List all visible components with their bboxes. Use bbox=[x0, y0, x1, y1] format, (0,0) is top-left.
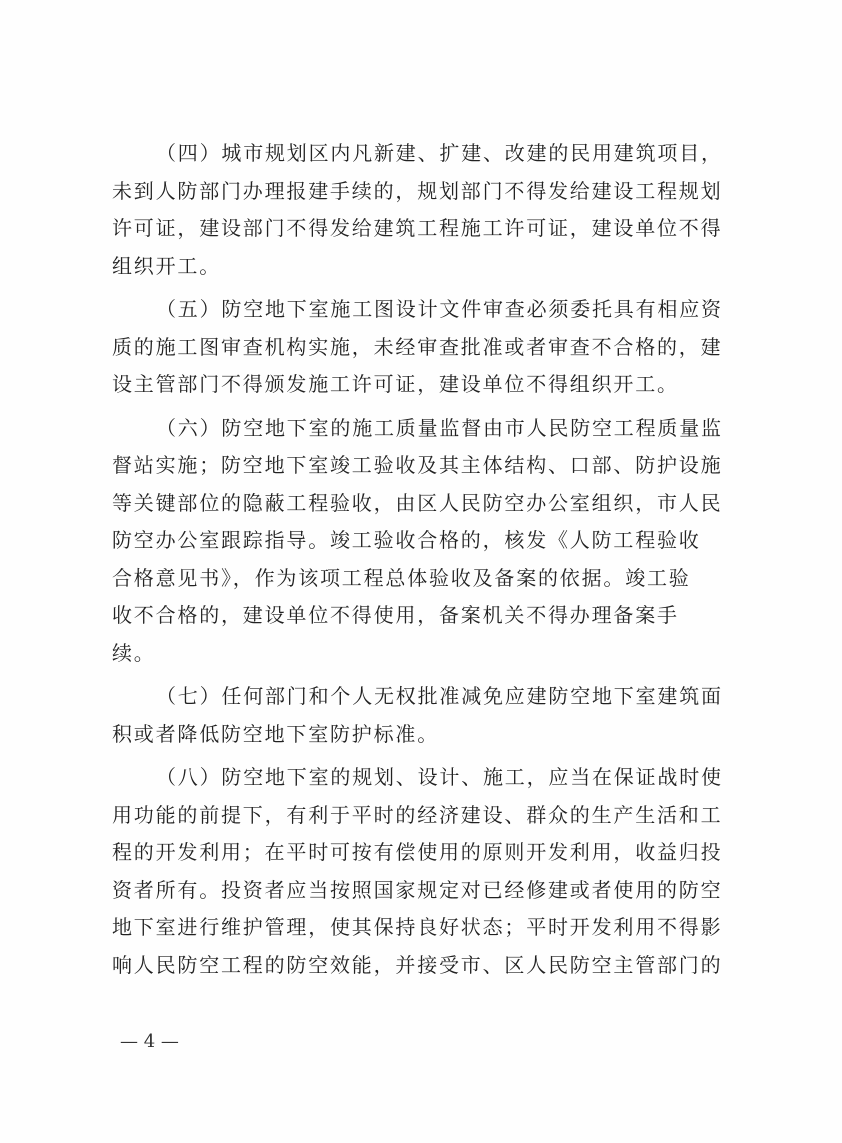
text-line: （七）任何部门和个人无权批准减免应建防空地下室建筑面 bbox=[156, 684, 723, 708]
paragraph-8 bbox=[112, 759, 732, 984]
text-line: 许可证，建设部门不得发给建筑工程施工许可证，建设单位不得 bbox=[112, 216, 723, 240]
paragraph-5 bbox=[112, 291, 732, 404]
text-line: 资者所有。投资者应当按照国家规定对已经修建或者使用的防空 bbox=[112, 877, 723, 902]
text-line: 用功能的前提下，有利于平时的经济建设、群众的生产生活和工 bbox=[112, 802, 723, 827]
text-line: （四）城市规划区内凡新建、扩建、改建的民用建筑项目， bbox=[156, 141, 723, 165]
text-line: 督站实施；防空地下室竣工验收及其主体结构、口部、防护设施 bbox=[112, 453, 723, 477]
text-line: 地下室进行维护管理，使其保持良好状态；平时开发利用不得影 bbox=[112, 915, 723, 939]
text-line: 合格意见书》，作为该项工程总体验收及备案的依据。竣工验 bbox=[112, 565, 691, 590]
text-line: 收不合格的，建设单位不得使用，备案机关不得办理备案手 bbox=[112, 603, 679, 627]
text-line: 防空办公室跟踪指导。竣工验收合格的，核发《人防工程验收 bbox=[112, 528, 701, 552]
body-text bbox=[112, 135, 732, 984]
paragraph-7 bbox=[112, 678, 732, 753]
text-line: 程的开发利用；在平时可按有偿使用的原则开发利用，收益归投 bbox=[112, 840, 723, 864]
text-line: 续。 bbox=[112, 640, 156, 665]
page-number: — 4 — bbox=[120, 1031, 179, 1052]
text-line: 等关键部位的隐蔽工程验收，由区人民防空办公室组织，市人民 bbox=[112, 490, 723, 515]
text-line: 组织开工。 bbox=[112, 253, 221, 278]
text-line: （五）防空地下室施工图设计文件审查必须委托具有相应资 bbox=[156, 297, 723, 321]
text-line: （六）防空地下室的施工质量监督由市人民防空工程质量监 bbox=[156, 415, 723, 440]
paragraph-6 bbox=[112, 410, 732, 673]
text-line: 设主管部门不得颁发施工许可证，建设单位不得组织开工。 bbox=[112, 372, 679, 396]
text-line: 积或者降低防空地下室防护标准。 bbox=[112, 721, 439, 746]
text-line: 响人民防空工程的防空效能，并接受市、区人民防空主管部门的 bbox=[112, 952, 723, 977]
text-line: 质的施工图审查机构实施，未经审查批准或者审查不合格的，建 bbox=[112, 334, 723, 359]
text-line: （八）防空地下室的规划、设计、施工，应当在保证战时使 bbox=[156, 765, 723, 789]
paragraph-4 bbox=[112, 135, 732, 285]
text-line: 未到人防部门办理报建手续的，规划部门不得发给建设工程规划 bbox=[112, 178, 723, 203]
